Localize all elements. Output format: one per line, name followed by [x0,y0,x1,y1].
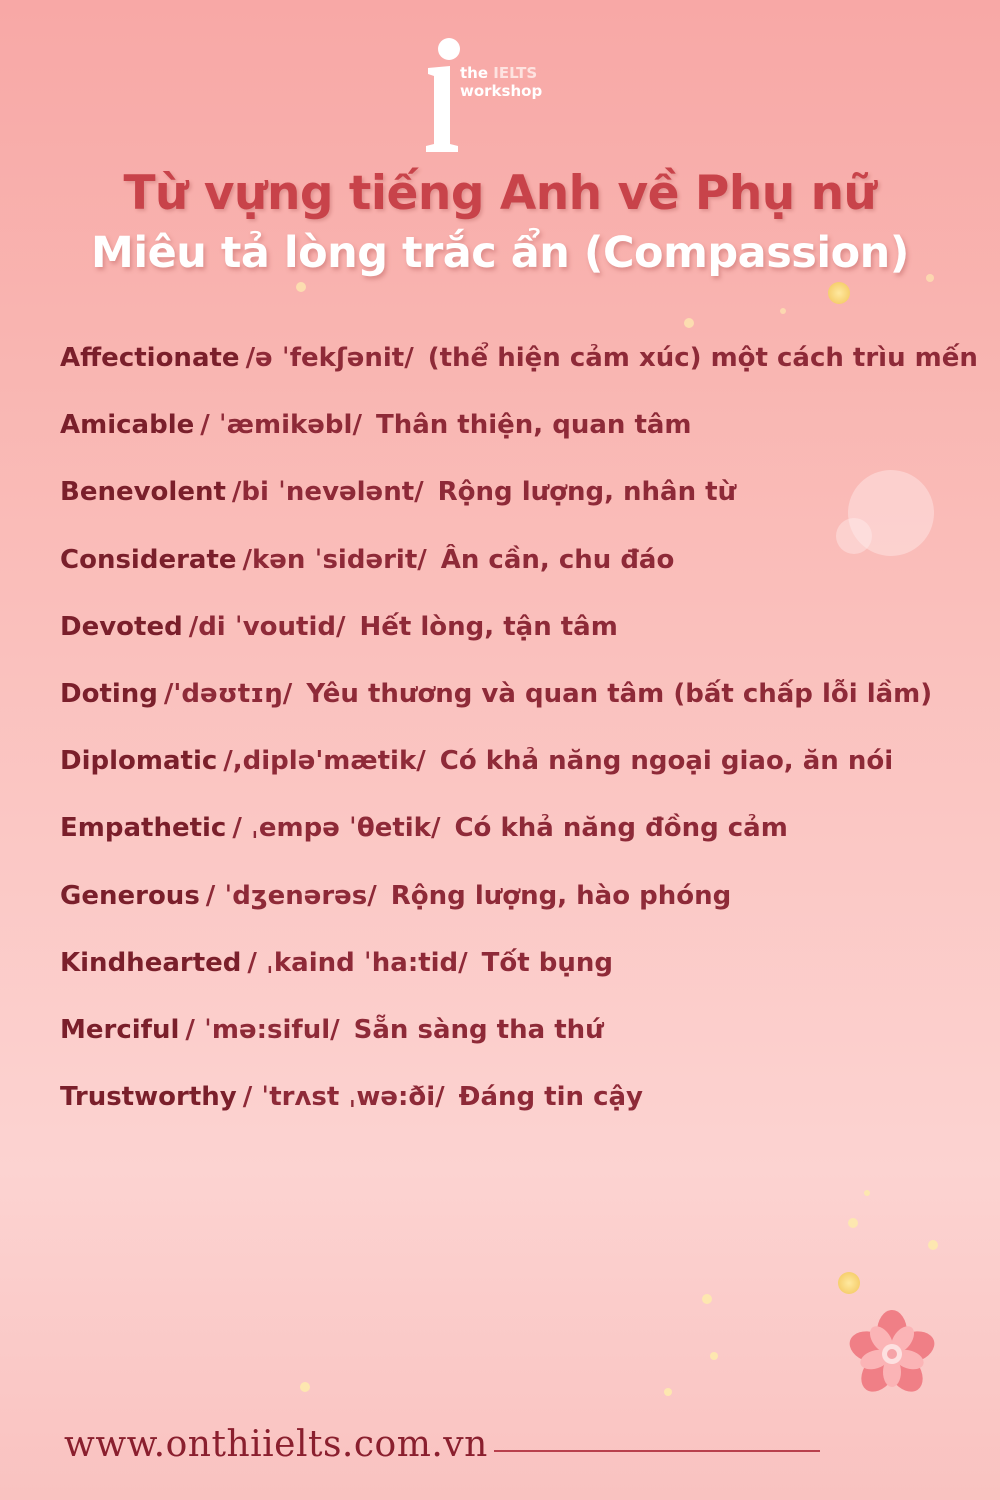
vocab-ipa: / ˈæmikəbl/ [200,410,362,441]
vocab-item [60,808,980,875]
vocab-meaning: Có khả năng đồng cảm [454,813,788,844]
bokeh-dot [864,1190,870,1196]
bokeh-dot [928,1240,938,1250]
brand-logo [416,36,556,126]
vocabulary-list [60,338,980,1144]
vocab-ipa: / ˈmə:siful/ [185,1014,340,1045]
vocab-ipa: /ə ˈfekʃənit/ [245,343,414,373]
logo-i-icon [424,66,454,156]
vocab-item [60,1077,980,1144]
vocab-meaning: Đáng tin cậy [458,1082,643,1113]
vocab-ipa: / ˈdʒenərəs/ [205,880,377,911]
vocab-ipa: /kən ˈsidərit/ [242,544,427,575]
bokeh-dot [702,1294,712,1304]
vocab-meaning: Thân thiện, quan tâm [375,410,692,441]
logo-dot [438,38,460,60]
logo-wordmark [460,64,542,100]
vocab-item [60,540,980,607]
footer-divider [494,1450,820,1452]
page-title: Từ vựng tiếng Anh về Phụ nữ [123,166,877,221]
vocab-ipa: /di ˈvoutid/ [188,611,346,642]
bokeh-dot [780,308,786,314]
bokeh-dot [828,282,850,304]
vocab-item [60,405,980,472]
vocab-word: Empathetic [60,813,227,844]
vocab-meaning: Ân cần, chu đáo [440,544,675,575]
vocab-item [60,607,980,674]
vocab-meaning: Yêu thương và quan tâm (bất chấp lỗi lầm) [306,678,933,709]
vocab-word: Amicable [60,410,195,441]
vocab-ipa: /'dəʊtɪŋ/ [163,678,293,709]
bokeh-dot [296,282,306,292]
vocab-meaning: (thể hiện cảm xúc) một cách trìu mến [427,343,978,373]
vocab-ipa: /bi ˈnevələnt/ [231,477,424,508]
flower-icon [842,1306,942,1406]
bokeh-dot [838,1272,860,1294]
vocab-meaning: Tốt bụng [481,947,613,978]
vocab-item [60,1010,980,1077]
vocab-ipa: / ˈtrʌst ˌwə:ði/ [242,1082,445,1113]
vocab-item [60,674,980,741]
vocab-ipa: / ˌkaind ˈha:tid/ [247,947,468,978]
bokeh-dot [710,1352,718,1360]
vocab-word: Diplomatic [60,746,218,777]
vocab-word: Trustworthy [60,1082,237,1113]
vocab-word: Benevolent [60,477,226,508]
bokeh-dot [300,1382,310,1392]
bokeh-dot [664,1388,672,1396]
vocab-word: Affectionate [60,343,240,373]
vocab-ipa: /,diplə'mætik/ [223,746,426,777]
vocab-meaning: Sẵn sàng tha thứ [353,1014,604,1045]
website-link[interactable]: www.onthiielts.com.vn [64,1424,488,1465]
vocab-meaning: Hết lòng, tận tâm [359,611,618,642]
vocab-meaning: Có khả năng ngoại giao, ăn nói [439,746,894,777]
vocab-word: Devoted [60,611,183,642]
vocab-word: Considerate [60,544,237,575]
page-subtitle: Miêu tả lòng trắc ẩn (Compassion) [91,228,909,278]
vocab-word: Merciful [60,1014,180,1045]
vocab-meaning: Rộng lượng, nhân từ [437,477,737,508]
vocab-item [60,943,980,1010]
vocab-ipa: / ˌempə ˈθetik/ [232,813,441,844]
vocab-item [60,472,980,539]
logo-workshop: workshop [460,82,543,100]
bokeh-dot [848,1218,858,1228]
vocab-item [60,741,980,808]
logo-ielts: IELTS [493,64,538,82]
vocab-word: Doting [60,678,158,709]
vocab-word: Generous [60,880,200,911]
vocab-item [60,876,980,943]
vocab-item [60,338,980,405]
vocab-word: Kindhearted [60,947,242,978]
bokeh-dot [684,318,694,328]
vocab-meaning: Rộng lượng, hào phóng [390,880,732,911]
logo-the: the [460,64,494,82]
